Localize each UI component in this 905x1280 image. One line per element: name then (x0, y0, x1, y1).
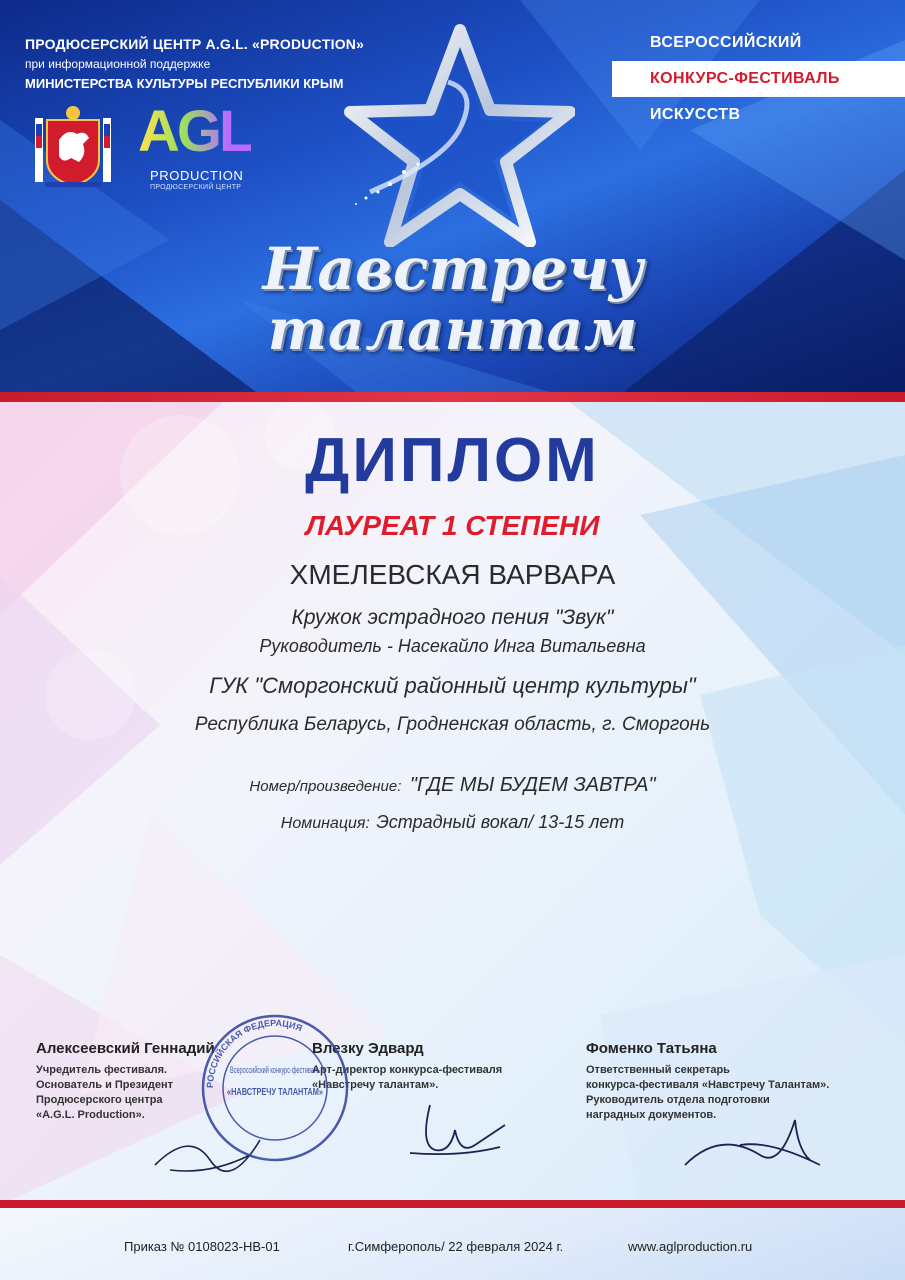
signer-title-line: «Навстречу талантам». (312, 1079, 439, 1091)
contest-label (612, 25, 905, 133)
leader-name: Руководитель - Насекайло Инга Витальевна (259, 636, 646, 656)
stamp-inner-text: Всероссийский конкурс-фестиваль (230, 1065, 321, 1075)
nomination-value: Эстрадный вокал/ 13-15 лет (376, 812, 625, 832)
website-link[interactable]: www.aglproduction.ru (628, 1239, 753, 1254)
signer-name: Влезку Эдвард (312, 1040, 424, 1057)
contest-label-line-2: КОНКУРС-ФЕСТИВАЛЬ (612, 61, 905, 97)
agl-production-logo (138, 99, 260, 203)
work-label: Номер/произведение: (249, 778, 402, 795)
signer-title-line: Арт-директор конкурса-фестиваля (312, 1064, 503, 1076)
organizer-line-2: при информационной поддержке (25, 57, 211, 71)
stamp-center-text: «НАВСТРЕЧУ ТАЛАНТАМ» (227, 1087, 324, 1098)
festival-title-line-2: талантам (267, 297, 639, 363)
stamp-outer-text: РОССИЙСКАЯ ФЕДЕРАЦИЯ (204, 1017, 304, 1089)
city-and-date: г.Симферополь/ 22 февраля 2024 г. (348, 1239, 564, 1254)
official-stamp (200, 1013, 350, 1163)
festival-title-line-1: Навстречу (262, 235, 644, 303)
footer (0, 1208, 905, 1280)
crimea-coat-of-arms-icon (33, 104, 113, 190)
agl-logo-letters: AGL (138, 99, 252, 164)
nomination-line (0, 812, 905, 833)
signature-block-founder (36, 1040, 215, 1123)
signer-name: Фоменко Татьяна (586, 1040, 717, 1057)
address: Республика Беларусь, Гродненская область, г. Сморгонь (194, 714, 711, 735)
signer-title-line: Учредитель фестиваля. (36, 1064, 168, 1076)
diploma-heading: ДИПЛОМ (305, 426, 600, 495)
participant-name: ХМЕЛЕВСКАЯ ВАРВАРА (289, 559, 616, 590)
circle-name: Кружок эстрадного пения "Звук" (291, 606, 614, 629)
organizer-line-1: ПРОДЮСЕРСКИЙ ЦЕНТР A.G.L. «PRODUCTION» (25, 36, 365, 52)
agl-logo-subtitle: ПРОДЮСЕРСКИЙ ЦЕНТР (150, 184, 242, 191)
header-banner (0, 0, 905, 395)
star-emblem-icon (330, 22, 575, 247)
handwritten-signature-3 (680, 1110, 830, 1175)
signer-name: Алексеевский Геннадий (36, 1040, 215, 1057)
agl-logo-production: PRODUCTION (150, 168, 244, 183)
signer-title-line: наградных документов. (586, 1109, 717, 1121)
handwritten-signature-2 (400, 1095, 510, 1165)
signer-title-line: «A.G.L. Production». (36, 1109, 145, 1121)
signer-title-line: Продюсерского центра (36, 1094, 163, 1106)
institution-name: ГУК "Сморгонский районный центр культуры" (209, 673, 696, 698)
nomination-label: Номинация: (280, 815, 370, 832)
festival-title (258, 235, 648, 363)
signer-title-line: Основатель и Президент (36, 1079, 174, 1091)
work-line (0, 774, 905, 797)
order-number: Приказ № 0108023-НВ-01 (124, 1239, 280, 1254)
footer-red-stripe (0, 1200, 905, 1208)
contest-label-line-1: ВСЕРОССИЙСКИЙ (650, 34, 802, 51)
header-red-stripe (0, 392, 905, 402)
signer-title-line: Ответственный секретарь (586, 1064, 730, 1076)
work-value: "ГДЕ МЫ БУДЕМ ЗАВТРА" (409, 774, 656, 796)
signer-title-line: Руководитель отдела подготовки (586, 1094, 770, 1106)
laureate-degree: ЛАУРЕАТ 1 СТЕПЕНИ (305, 510, 600, 541)
organizer-line-3: МИНИСТЕРСТВА КУЛЬТУРЫ РЕСПУБЛИКИ КРЫМ (25, 76, 344, 91)
contest-label-line-3: ИСКУССТВ (650, 106, 741, 123)
signer-title-line: конкурса-фестиваля «Навстречу Талантам». (586, 1079, 830, 1091)
